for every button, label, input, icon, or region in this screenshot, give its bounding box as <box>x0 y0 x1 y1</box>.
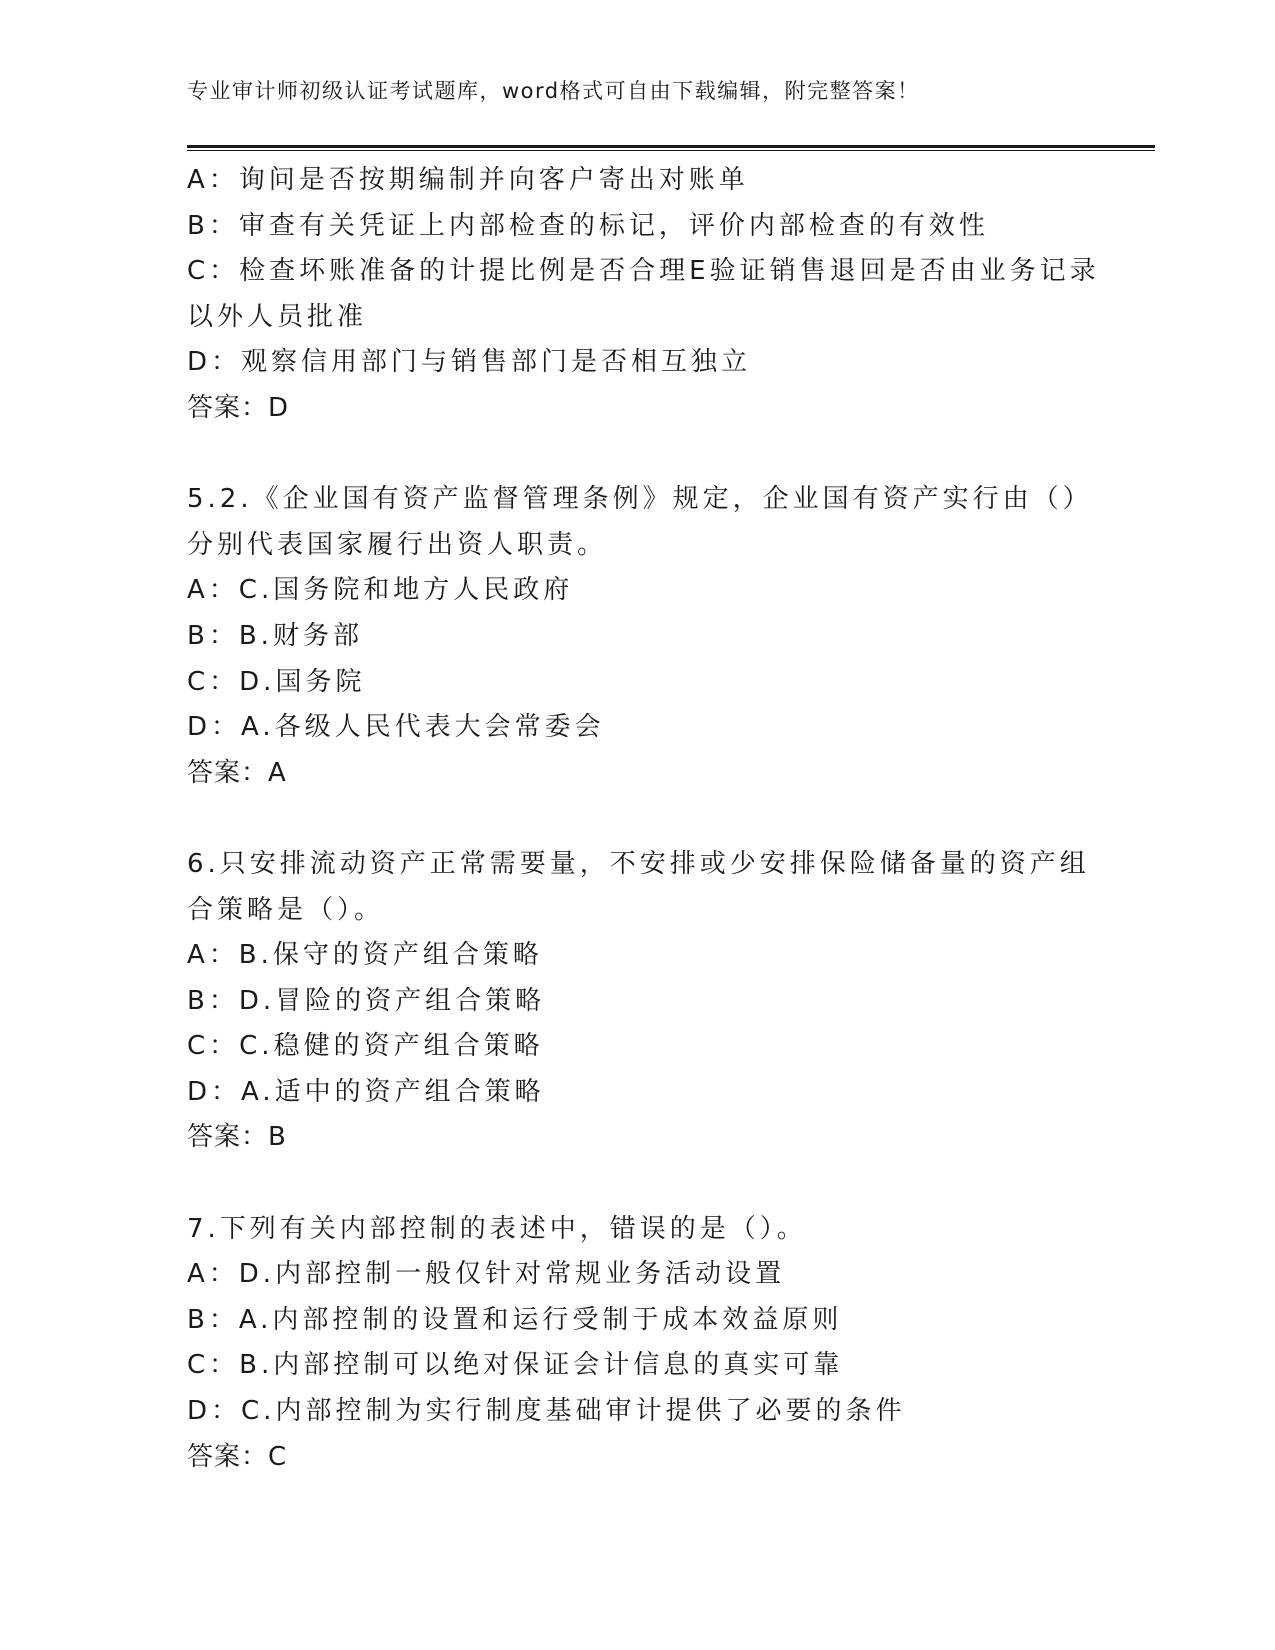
document-header: 专业审计师初级认证考试题库，word格式可自由下载编辑，附完整答案！ <box>187 79 920 103</box>
header-rule-thin <box>187 150 1155 151</box>
option-d: D：A.各级人民代表大会常委会 <box>187 712 605 743</box>
option-c-continued: 以外人员批准 <box>187 301 368 332</box>
header-rule-thick <box>187 145 1155 148</box>
question-stem: 6.只安排流动资产正常需要量，不安排或少安排保险储备量的资产组 <box>187 848 1090 879</box>
answer-line: 答案：B <box>187 1122 287 1153</box>
option-b: B：审查有关凭证上内部检查的标记，评价内部检查的有效性 <box>187 210 989 241</box>
question-stem: 7.下列有关内部控制的表述中，错误的是（）。 <box>187 1213 807 1244</box>
answer-line: 答案：C <box>187 1441 288 1472</box>
option-a: A：D.内部控制一般仅针对常规业务活动设置 <box>187 1259 786 1290</box>
question-5 <box>187 477 1093 796</box>
question-6 <box>187 842 1090 1161</box>
option-d: D：C.内部控制为实行制度基础审计提供了必要的条件 <box>187 1396 906 1427</box>
spacer <box>187 796 1087 842</box>
question-stem-continued: 合策略是（）。 <box>187 894 385 925</box>
option-c: C：B.内部控制可以绝对保证会计信息的真实可靠 <box>187 1350 844 1381</box>
option-a: A：C.国务院和地方人民政府 <box>187 575 574 606</box>
option-c: C：检查坏账准备的计提比例是否合理E验证销售退回是否由业务记录 <box>187 256 1100 287</box>
option-b: B：A.内部控制的设置和运行受制于成本效益原则 <box>187 1304 843 1335</box>
question-stem-continued: 分别代表国家履行出资人职责。 <box>187 529 608 560</box>
question-7 <box>187 1207 1087 1481</box>
spacer <box>187 1161 1087 1207</box>
option-a: A：询问是否按期编制并向客户寄出对账单 <box>187 165 749 195</box>
option-d: D：观察信用部门与销售部门是否相互独立 <box>187 347 752 378</box>
option-c: C：C.稳健的资产组合策略 <box>187 1031 544 1062</box>
answer-line: 答案：D <box>187 392 290 423</box>
option-b: B：D.冒险的资产组合策略 <box>187 985 546 1016</box>
option-b: B：B.财务部 <box>187 620 363 651</box>
option-a: A：B.保守的资产组合策略 <box>187 940 543 971</box>
answer-line: 答案：A <box>187 757 287 788</box>
question-block-previous <box>187 158 1100 432</box>
option-d: D：A.适中的资产组合策略 <box>187 1076 545 1107</box>
question-stem: 5.2.《企业国有资产监督管理条例》规定，企业国有资产实行由（） <box>187 484 1093 515</box>
option-c: C：D.国务院 <box>187 666 366 697</box>
question-content <box>187 158 1100 1480</box>
spacer <box>187 432 1087 478</box>
